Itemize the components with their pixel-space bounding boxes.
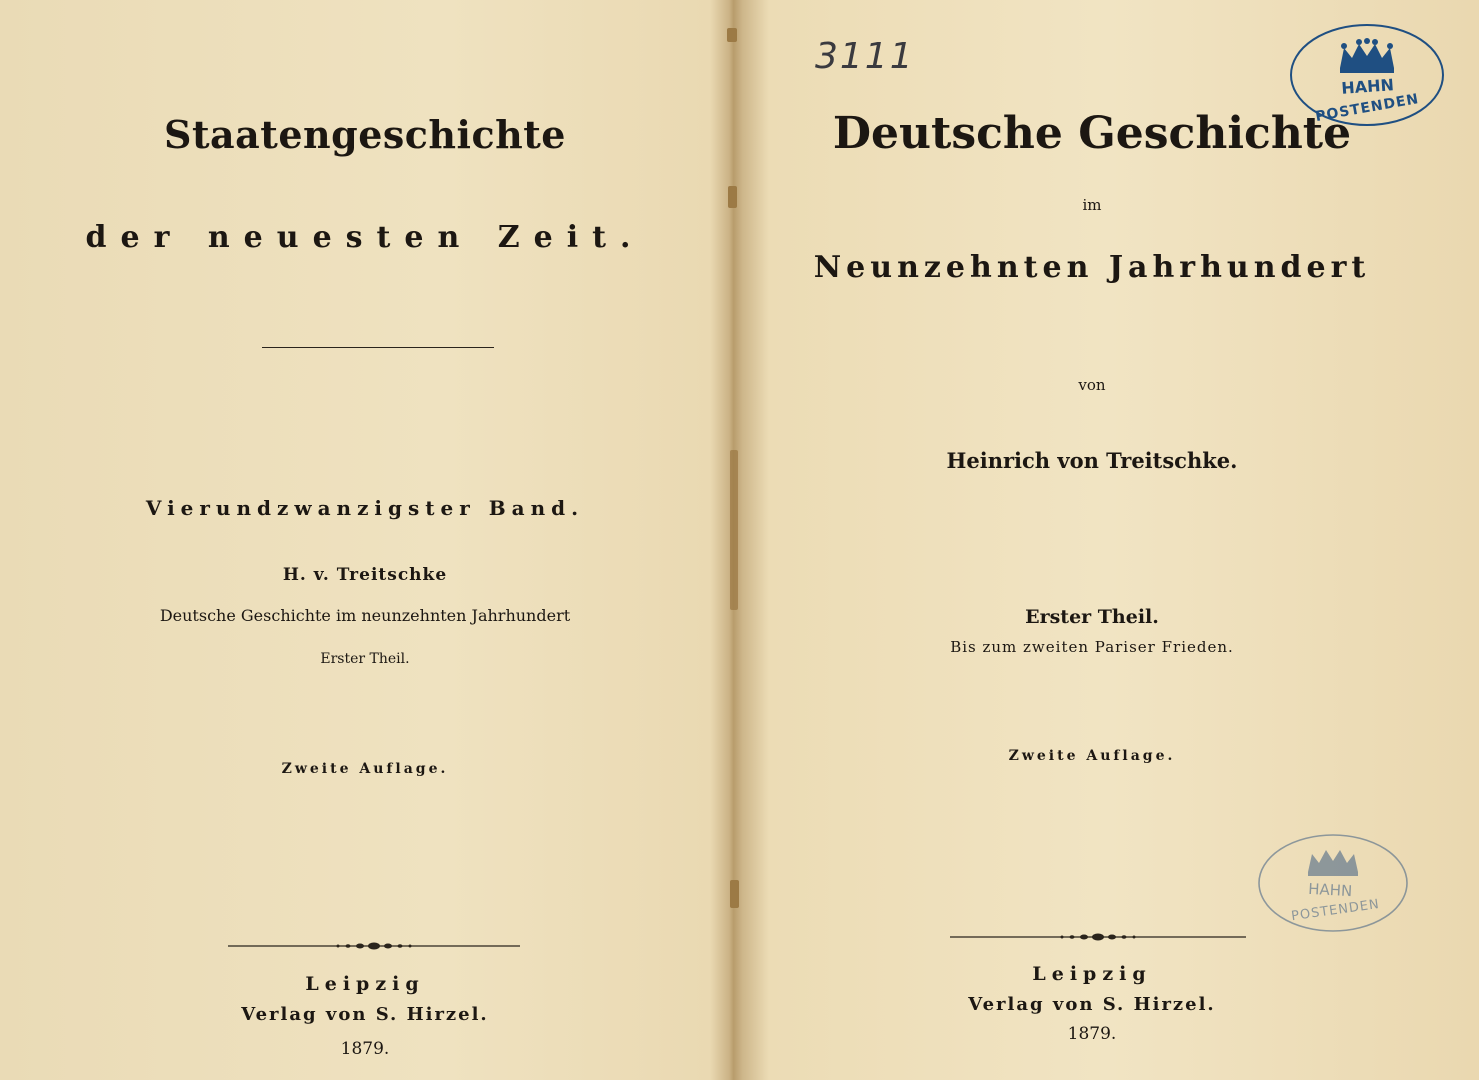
stamp-text-line2: POSTENDEN (1314, 91, 1421, 126)
library-stamp-faded (1256, 832, 1410, 934)
series-subtitle: der neuesten Zeit. (85, 220, 645, 255)
author-short: H. v. Treitschke (282, 565, 448, 585)
main-title: Deutsche Geschichte (832, 108, 1352, 159)
shelf-mark: 3111 (815, 36, 915, 77)
library-stamp (1288, 22, 1446, 128)
spine-stitch (730, 880, 739, 908)
imprint-city: Leipzig (305, 973, 425, 995)
stamp-text-line1: HAHN (1340, 75, 1395, 98)
crown-icon (1340, 38, 1394, 73)
imprint-year: 1879. (1067, 1024, 1117, 1044)
stamp-faded-text-line2: POSTENDEN (1290, 896, 1381, 925)
edition-label: Zweite Auflage. (281, 761, 449, 777)
work-title: Deutsche Geschichte im neunzehnten Jahrhundert (159, 606, 571, 625)
left-page (0, 0, 730, 1080)
volume-number: Vierundzwanzigster Band. (145, 496, 585, 520)
edition-label: Zweite Auflage. (1008, 748, 1176, 764)
part-label: Erster Theil. (1025, 606, 1159, 628)
imprint-year: 1879. (340, 1039, 390, 1059)
series-title: Staatengeschichte (164, 112, 566, 157)
von-label: von (1078, 376, 1106, 394)
part-subtitle: Bis zum zweiten Pariser Frieden. (950, 638, 1234, 656)
imprint-city: Leipzig (1032, 963, 1152, 985)
ornamental-rule (950, 931, 1246, 943)
century-line: Neunzehnten Jahrhundert (813, 250, 1371, 285)
title-divider (262, 347, 494, 348)
spine-stitch (730, 450, 738, 610)
crown-icon (1308, 850, 1358, 876)
imprint-publisher: Verlag von S. Hirzel. (968, 994, 1216, 1015)
part-label: Erster Theil. (320, 651, 410, 667)
imprint-publisher: Verlag von S. Hirzel. (241, 1004, 489, 1025)
stamp-faded-text-line1: HAHN (1307, 879, 1353, 901)
title-im: im (1082, 196, 1102, 214)
ornamental-rule (228, 940, 520, 952)
author-name: Heinrich von Treitschke. (946, 448, 1238, 473)
